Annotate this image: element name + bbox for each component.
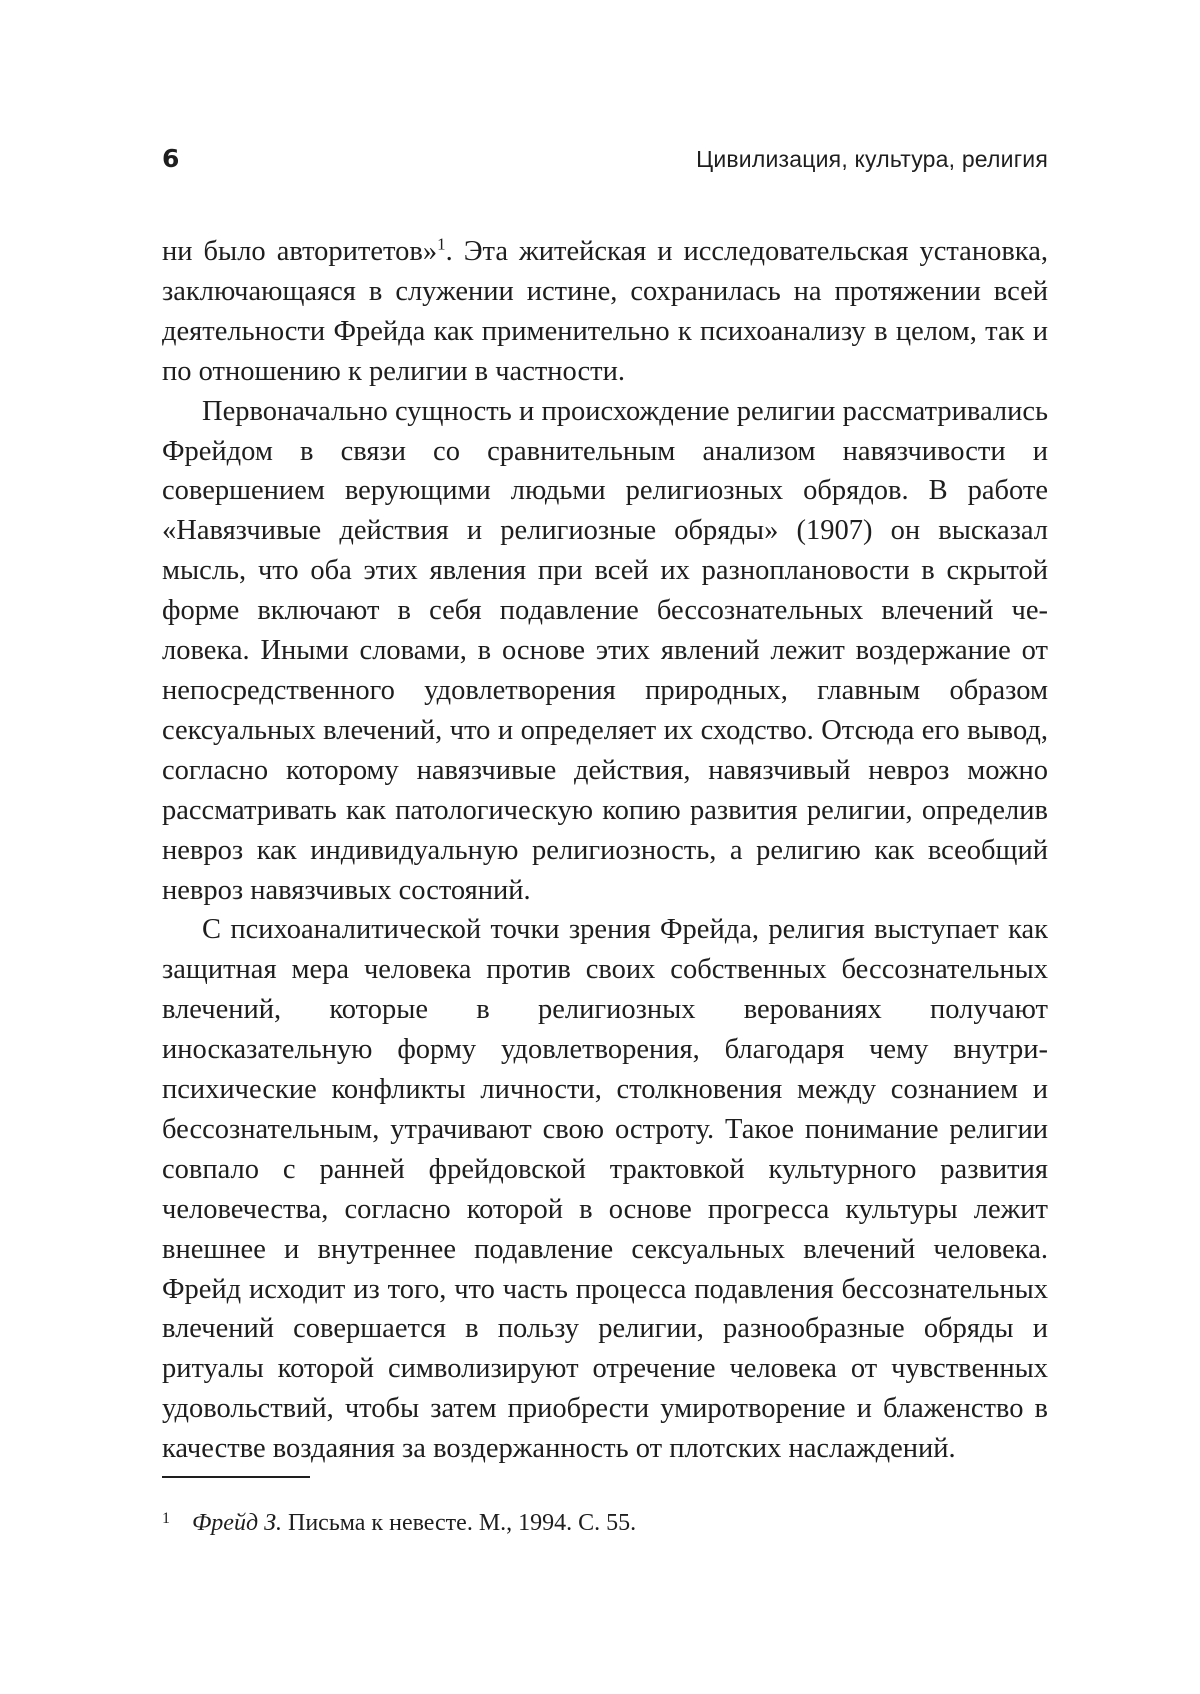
paragraph-1-rest: . Эта житейская и исследовательская установка, заключающаяся в служении истине, сохранилась на протяжении всей деятельности Фрейда как применительно к психоанализу в целом, так и по отношению к религии в частности.	[162, 236, 1048, 387]
running-title: Цивилизация, культура, религия	[696, 146, 1048, 172]
paragraph-1-text: ни было авторитетов»	[162, 236, 438, 267]
main-text	[162, 232, 1048, 1469]
footnote-author: Фрейд З.	[192, 1510, 282, 1536]
footnote-reference[interactable]: 1	[437, 234, 446, 254]
paragraph-2: Первоначально сущность и происхождение религии рассматривались Фрейдом в связи со сравнительным анализом навязчивости и совершением верующими людьми религиозных обрядов. В работе «Навязчивые действия и религиозные обряды» (1907) он высказал мысль, что оба этих явления при всей их разноплановости в скрытой форме включают в себя подавление бессознательных влечений человека. Иными словами, в основе этих явлений лежит воздержание от непосредственного удовлетворения природных, главным образом сексуальных влечений, что и определяет их сходство. Отсюда его вывод, согласно которому навязчивые действия, навязчивый невроз можно рассматривать как патологическую копию развития религии, определив невроз как индивидуальную религиозность, а религию как всеобщий невроз навязчивых состояний.	[162, 395, 1048, 906]
footnote-number: 1	[162, 1510, 170, 1527]
footnote-text: Письма к невесте. М., 1994. С. 55.	[281, 1510, 637, 1536]
running-head	[162, 143, 1048, 183]
page-number: 6	[162, 144, 180, 173]
footnote	[162, 1506, 1048, 1540]
paragraph-3: С психоаналитической точки зрения Фрейда, религия выступает как защитная мера человека против своих собственных бессознательных влечений, которые в религиозных верованиях получают иносказательную форму удовлетворения, благодаря чему внутрипсихические конфликты личности, столкновения между сознанием и бессознательным, утрачивают свою остроту. Такое понимание религии совпало с ранней фрейдовской трактовкой культурного развития человечества, согласно которой в основе прогресса культуры лежит внешнее и внутреннее подавление сексуальных влечений человека. Фрейд исходит из того, что часть процесса подавления бессознательных влечений совершается в пользу религии, разнообразные обряды и ритуалы которой символизируют отречение человека от чувственных удовольствий, чтобы затем приобрести умиротворение и блаженство в качестве воздаяния за воздержанность от плотских наслаждений.	[162, 914, 1048, 1465]
paragraph-1	[162, 232, 1048, 392]
footnote-divider	[162, 1476, 310, 1478]
